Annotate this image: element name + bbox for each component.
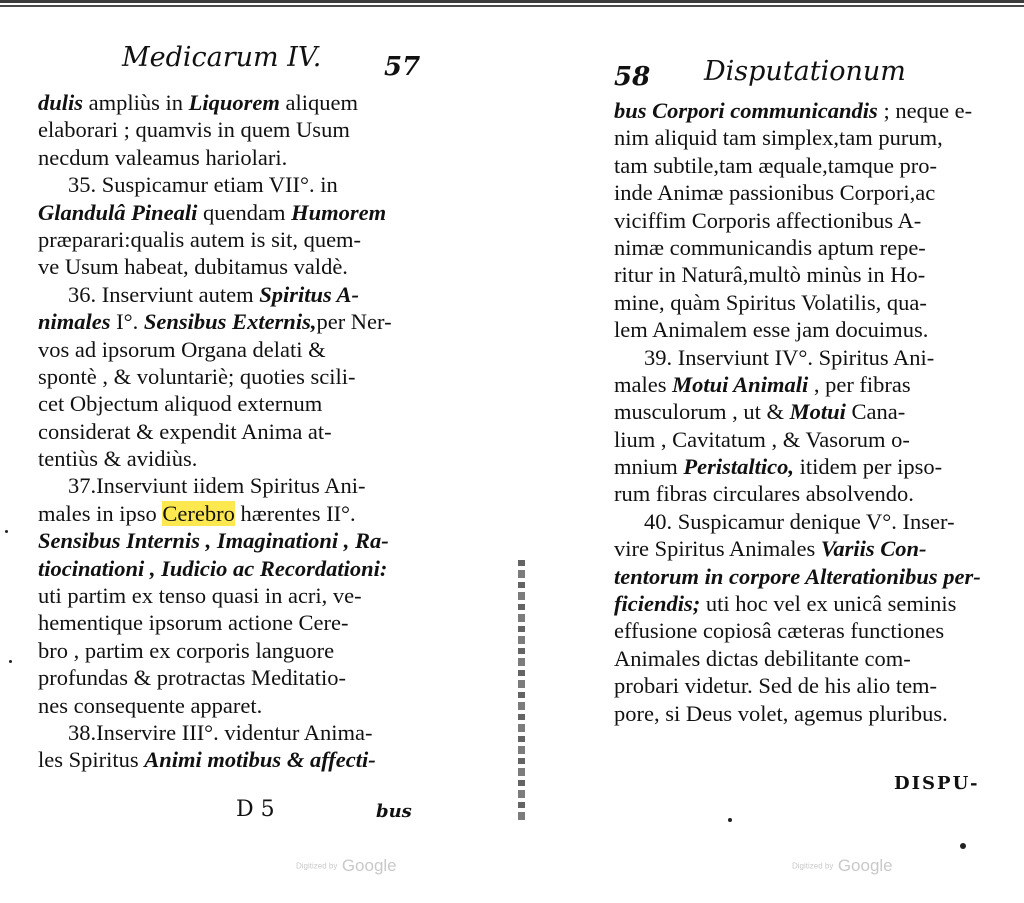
text-segment: inde Animæ passionibus Corpori,ac — [614, 180, 936, 206]
text-segment: Cana- — [845, 399, 906, 425]
text-line — [38, 171, 438, 198]
text-line — [38, 116, 438, 143]
text-line — [614, 289, 1019, 316]
watermark-brand: Google — [341, 856, 397, 875]
text-segment: dulis — [38, 90, 84, 115]
text-segment: per Ner- — [316, 309, 392, 335]
text-line — [38, 609, 438, 636]
ink-speck — [728, 818, 732, 822]
text-segment: Motui — [789, 399, 846, 425]
text-line — [38, 555, 438, 582]
text-segment: Sensibus Externis, — [143, 309, 317, 335]
page-number: 58 — [614, 62, 651, 92]
text-line — [38, 445, 438, 472]
text-segment: I°. — [110, 309, 144, 335]
text-segment: rum fibras circulares absolvendo. — [614, 481, 914, 507]
text-line — [38, 336, 438, 363]
text-line — [614, 398, 1019, 425]
watermark-prefix: Digitized by — [792, 861, 834, 871]
text-segment: hærentes II°. — [234, 500, 356, 526]
text-segment: Humorem — [291, 199, 387, 225]
text-segment: viciffim Corporis affectionibus A- — [614, 207, 922, 233]
page-number: 57 — [384, 52, 421, 82]
text-line — [38, 253, 438, 280]
ink-speck — [9, 660, 12, 663]
text-segment: Animi motibus & affecti- — [144, 747, 376, 773]
text-segment: uti partim ex tenso quasi in acri, ve- — [38, 583, 362, 609]
text-segment: uti hoc vel ex unicâ seminis — [700, 591, 957, 617]
text-line — [614, 371, 1019, 398]
text-line — [614, 672, 1019, 699]
body-text — [38, 89, 438, 774]
text-segment: ampliùs in — [83, 90, 189, 115]
text-segment: nimales — [38, 309, 111, 335]
text-segment: nim aliquid tam simplex,tam purum, — [614, 125, 943, 151]
text-segment: Variis Con- — [820, 536, 927, 562]
text-line — [614, 508, 1019, 535]
text-line — [614, 426, 1019, 453]
text-segment: vos ad ipsorum Organa delati & — [38, 336, 326, 362]
text-line — [38, 418, 438, 445]
text-line — [614, 152, 1019, 179]
text-line — [38, 746, 438, 773]
text-segment: males — [614, 371, 673, 397]
text-line — [614, 645, 1019, 672]
text-line — [614, 563, 1019, 590]
text-segment: mine, quàm Spiritus Volatilis, qua- — [614, 289, 927, 315]
text-segment: vire Spiritus Animales — [614, 536, 821, 562]
text-line — [38, 692, 438, 719]
text-segment: aliquem — [279, 90, 359, 115]
text-line — [614, 179, 1019, 206]
highlighted-term: Cerebro — [162, 500, 235, 526]
text-segment: 39. Inserviunt IV°. Spiritus Ani- — [644, 344, 935, 370]
text-line — [38, 226, 438, 253]
text-segment: tiocinationi , Iudicio ac Recordationi: — [38, 555, 388, 581]
text-line — [38, 281, 438, 308]
text-segment: elaborari ; quamvis in quem Usum — [38, 117, 350, 143]
text-segment: Sensibus Internis , Imaginationi , Ra- — [38, 528, 389, 554]
text-segment: ; neque e- — [877, 98, 973, 123]
text-line — [614, 97, 1019, 124]
text-line — [38, 144, 438, 171]
text-segment: effusione copiosâ cæteras functiones — [614, 618, 945, 644]
text-line — [614, 700, 1019, 727]
text-segment: ritur in Naturâ,multò minùs in Ho- — [614, 262, 926, 288]
text-segment: Liquorem — [188, 90, 280, 115]
watermark-brand: Google — [837, 856, 893, 875]
text-segment: musculorum , ut & — [614, 399, 790, 425]
watermark-prefix: Digitized by — [296, 861, 338, 871]
text-segment: 40. Suspicamur denique V°. Inser- — [644, 508, 955, 534]
google-watermark — [296, 856, 397, 876]
text-line — [614, 124, 1019, 151]
text-segment: pore, si Deus volet, agemus pluribus. — [614, 700, 948, 726]
text-segment: lem Animalem esse jam docuimus. — [614, 317, 929, 343]
body-text — [614, 97, 1019, 727]
text-segment: males in ipso — [38, 500, 163, 526]
text-segment: tentiùs & avidiùs. — [38, 446, 198, 472]
text-segment: nes consequente apparet. — [38, 692, 263, 718]
text-line — [614, 617, 1019, 644]
text-segment: 38.Inservire III°. videntur Anima- — [68, 719, 373, 745]
text-segment: tentorum in corpore Alterationibus per- — [614, 563, 981, 589]
text-line — [38, 363, 438, 390]
text-segment: ficiendis; — [614, 591, 701, 617]
text-line — [614, 316, 1019, 343]
text-line — [38, 664, 438, 691]
text-segment: quendam — [197, 199, 292, 225]
running-head: Medicarum IV. — [122, 42, 322, 73]
text-segment: mnium — [614, 454, 684, 480]
text-segment: , per fibras — [808, 371, 911, 397]
text-segment: bus Corpori communicandis — [614, 98, 878, 123]
text-segment: præparari:qualis autem is sit, quem- — [38, 226, 362, 252]
text-segment: Motui Animali — [672, 371, 809, 397]
text-line — [614, 207, 1019, 234]
text-line — [38, 719, 438, 746]
text-segment: Animales dictas debilitante com- — [614, 645, 911, 671]
text-line — [38, 582, 438, 609]
text-segment: probari videtur. Sed de his alio tem- — [614, 673, 938, 699]
text-line — [614, 590, 1019, 617]
text-segment: 35. Suspicamur etiam VII°. in — [68, 172, 338, 198]
running-head: Disputationum — [704, 56, 906, 87]
text-segment: itidem per ipso- — [794, 454, 943, 480]
text-segment: Glandulâ Pineali — [38, 199, 198, 225]
ink-speck — [960, 843, 966, 849]
catchword: DISPU- — [894, 773, 980, 794]
text-segment: profundas & protractas Meditatio- — [38, 665, 347, 691]
text-segment: hementique ipsorum actione Cere- — [38, 610, 349, 636]
catchword: bus — [376, 801, 412, 822]
text-line — [38, 308, 438, 335]
text-segment: considerat & expendit Anima at- — [38, 418, 332, 444]
text-line — [38, 637, 438, 664]
ink-speck — [5, 530, 8, 533]
text-segment: tam subtile,tam æquale,tamque pro- — [614, 152, 938, 178]
text-segment: nimæ communicandis aptum repe- — [614, 234, 926, 260]
text-line — [38, 89, 438, 116]
text-line — [614, 261, 1019, 288]
text-segment: 37.Inserviunt iidem Spiritus Ani- — [68, 473, 366, 499]
text-segment: les Spiritus — [38, 747, 145, 773]
text-segment: cet Objectum aliquod externum — [38, 391, 323, 417]
text-segment: Spiritus A- — [259, 281, 360, 307]
text-segment: bro , partim ex corporis languore — [38, 637, 335, 663]
signature-mark: D 5 — [236, 797, 275, 822]
text-segment: ve Usum habeat, dubitamus valdè. — [38, 254, 348, 280]
text-line — [614, 344, 1019, 371]
text-segment: 36. Inserviunt autem — [68, 281, 260, 307]
text-line — [38, 527, 438, 554]
text-line — [38, 500, 438, 527]
text-line — [614, 480, 1019, 507]
right-page — [512, 0, 1024, 903]
text-line — [38, 390, 438, 417]
text-line — [614, 234, 1019, 261]
google-watermark — [792, 856, 893, 876]
text-segment: necdum valeamus hariolari. — [38, 144, 288, 170]
text-segment: spontè , & voluntariè; quoties scili- — [38, 363, 356, 389]
text-segment: Peristaltico, — [683, 454, 795, 480]
text-line — [38, 472, 438, 499]
text-line — [614, 535, 1019, 562]
text-line — [614, 453, 1019, 480]
text-line — [38, 199, 438, 226]
text-segment: lium , Cavitatum , & Vasorum o- — [614, 426, 910, 452]
